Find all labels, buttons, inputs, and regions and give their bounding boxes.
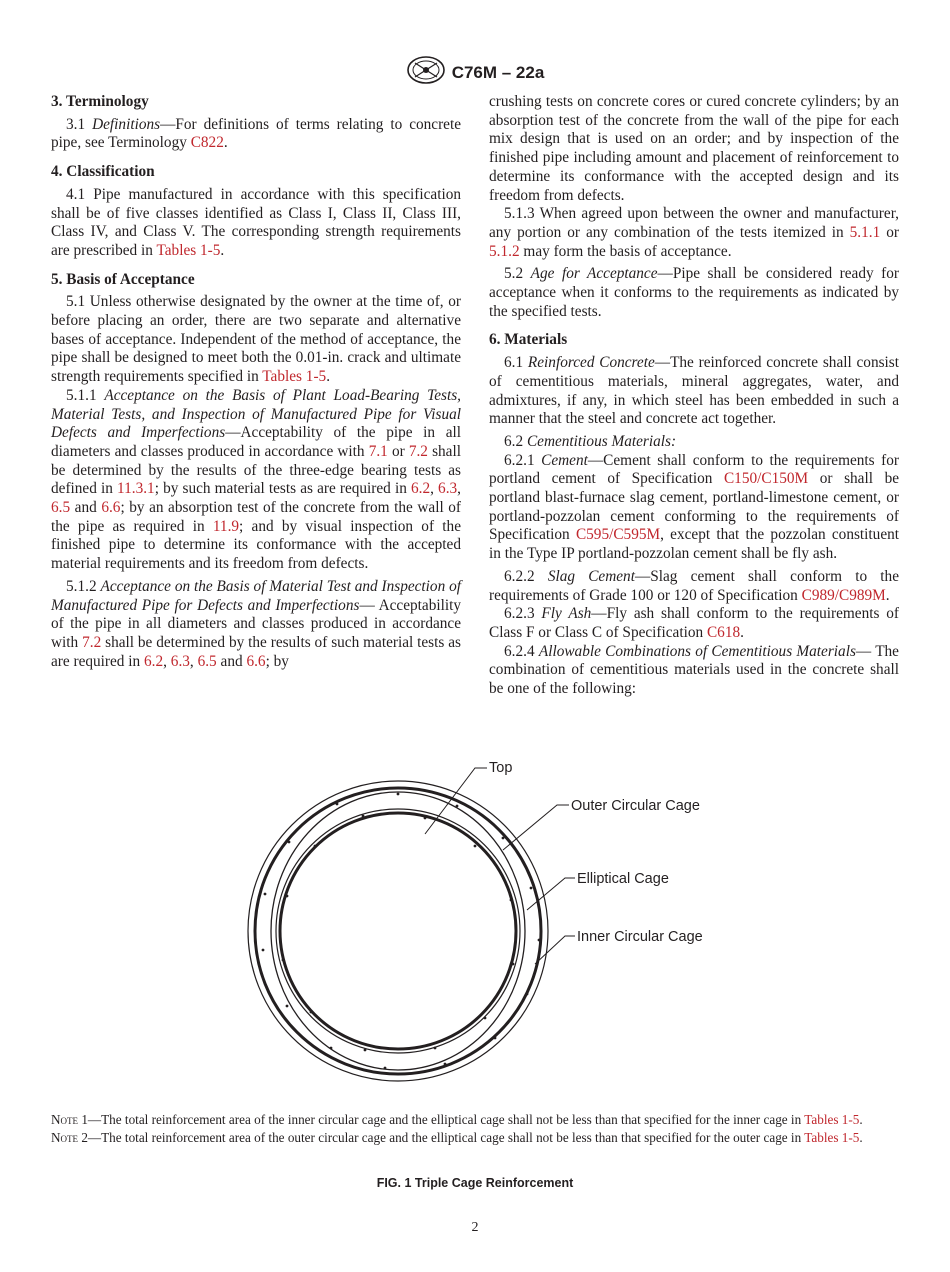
ref-6-2-link[interactable]: 6.2 xyxy=(144,652,164,670)
page-header xyxy=(0,55,950,87)
paragraph-6-2-4: 6.2.4 Allowable Combinations of Cementitious Materials— The combination of cementitious materials used in the concrete shall be one of the following: xyxy=(489,642,899,698)
section-6-title: 6. Materials xyxy=(489,331,568,349)
triple-cage-figure xyxy=(235,750,735,1110)
ref-5-1-1-link[interactable]: 5.1.1 xyxy=(849,223,881,241)
label-outer-circular-cage: Outer Circular Cage xyxy=(571,798,700,814)
paragraph-3-1: 3.1 Definitions—For definitions of terms relating to concrete pipe, see Terminology C822. xyxy=(51,115,461,152)
ref-7-2-link[interactable]: 7.2 xyxy=(408,442,428,460)
paragraph-5-1-2-continued: crushing tests on concrete cores or cured concrete cylinders; by an absorption test of the concrete from the wall of the pipe for each mix design that is used on an order; and by inspection of the finished pipe including amount and placement of reinforcement to determine its conformance with the accepted design and its freedom from defects. xyxy=(489,93,899,204)
ref-tables-link[interactable]: Tables 1-5 xyxy=(156,241,221,259)
ref-tables-link[interactable]: Tables 1-5 xyxy=(804,1112,860,1127)
ref-6-6-link[interactable]: 6.6 xyxy=(101,499,121,517)
ref-11-9-link[interactable]: 11.9 xyxy=(212,517,240,535)
ref-c618-link[interactable]: C618 xyxy=(706,623,741,641)
inner-circular-cage xyxy=(280,813,516,1049)
cage-bar-dots xyxy=(262,793,541,1070)
ref-11-3-1-link[interactable]: 11.3.1 xyxy=(117,480,155,498)
ref-5-1-2-link[interactable]: 5.1.2 xyxy=(489,242,520,260)
label-elliptical-cage: Elliptical Cage xyxy=(577,871,669,887)
label-inner-circular-cage: Inner Circular Cage xyxy=(577,929,703,945)
figure-caption: FIG. 1 Triple Cage Reinforcement xyxy=(376,1176,574,1190)
ref-tables-link[interactable]: Tables 1-5 xyxy=(262,368,327,386)
label-top: Top xyxy=(489,760,513,776)
leader-outer xyxy=(503,805,569,850)
ref-7-2-link[interactable]: 7.2 xyxy=(82,633,102,651)
ref-tables-link[interactable]: Tables 1-5 xyxy=(804,1130,860,1146)
paragraph-6-1: 6.1 Reinforced Concrete—The reinforced concrete shall consist of cementitious materials, mineral aggregates, water, and admixtures, if any, in which steel has been embedded in such a manner that the steel and concrete act together. xyxy=(489,354,900,428)
ref-6-3-link[interactable]: 6.3 xyxy=(170,652,190,670)
ref-7-1-link[interactable]: 7.1 xyxy=(368,442,388,460)
section-3-title: 3. Terminology xyxy=(51,93,149,110)
paragraph-5-1-3: 5.1.3 When agreed upon between the owner and manufacturer, any portion or any combination of the tests itemized in 5.1.1 or 5.1.2 may form the basis of acceptance. xyxy=(489,205,899,260)
document-designation: C76M – 22a xyxy=(451,62,545,82)
ref-6-6-link[interactable]: 6.6 xyxy=(246,652,266,670)
ref-6-5-link[interactable]: 6.5 xyxy=(197,652,217,670)
ref-c595-link[interactable]: C595/C595M xyxy=(575,526,661,544)
ref-c989-link[interactable]: C989/C989M xyxy=(801,586,886,604)
figure-notes xyxy=(51,1112,899,1148)
ref-c822-link[interactable]: C822 xyxy=(190,134,224,152)
triple-cage-diagram xyxy=(235,750,735,1110)
paragraph-6-2-1: 6.2.1 Cement—Cement shall conform to the requirements for portland cement of Specification C150/C150M or shall be portland blast-furnace slag cement, portland-limestone cement, or portland-pozzolan cement conforming to the requirements of Specification C595/C595M, except that the pozzolan constituent in the Type IP portland-pozzolan cement shall be fly ash. xyxy=(489,451,900,563)
section-4-title: 4. Classification xyxy=(51,163,155,181)
ref-6-5-link[interactable]: 6.5 xyxy=(51,499,71,517)
right-column xyxy=(489,93,899,699)
pipe-outer-wall xyxy=(248,781,548,1081)
paragraph-5-1: 5.1 Unless otherwise designated by the owner at the time of, or before placing an order, there are two separate and alternative bases of acceptance. Independent of the method of acceptance, the pipe shall be designed to meet both the 0.01-in. crack and ultimate strength requirements specified in Tables 1-5. xyxy=(51,293,461,386)
ref-6-3-link[interactable]: 6.3 xyxy=(438,480,458,498)
elliptical-cage xyxy=(271,792,525,1070)
ref-6-2-link[interactable]: 6.2 xyxy=(410,480,431,498)
paragraph-6-2-3: 6.2.3 Fly Ash—Fly ash shall conform to the requirements of Class F or Class C of Specification C618. xyxy=(489,605,899,641)
note-2: Note 2—The total reinforcement area of the outer circular cage and the elliptical cage shall not be less than that specified for the outer cage in Tables 1-5. xyxy=(51,1130,863,1146)
pipe-inner-wall xyxy=(276,809,520,1053)
section-5-title: 5. Basis of Acceptance xyxy=(51,270,195,288)
paragraph-5-1-2: 5.1.2 Acceptance on the Basis of Material Test and Inspection of Manufactured Pipe for Defects and Imperfections— Acceptability of the pipe in all diameters and classes produced in accordance with 7.2 shall be determined by the results of such material tests as are required in 6.2, 6.3, 6.5 and 6.6; by xyxy=(51,577,461,670)
paragraph-4-1: 4.1 Pipe manufactured in accordance with this specification shall be of five classes identified as Class I, Class II, Class III, Class IV, and Class V. The corresponding strength requirements are prescribed in Tables 1-5. xyxy=(51,185,461,259)
paragraph-5-2: 5.2 Age for Acceptance—Pipe shall be considered ready for acceptance when it conforms to the requirements as indicated by the specified tests. xyxy=(489,265,899,320)
outer-circular-cage xyxy=(255,788,541,1074)
paragraph-6-2-2: 6.2.2 Slag Cement—Slag cement shall conform to the requirements of Grade 100 or 120 of Specification C989/C989M. xyxy=(489,567,899,604)
ref-c150-link[interactable]: C150/C150M xyxy=(723,470,809,488)
paragraph-6-2: 6.2 Cementitious Materials: xyxy=(504,432,677,450)
astm-logo-icon xyxy=(406,55,446,90)
page-number: 2 xyxy=(471,1220,479,1235)
paragraph-5-1-1: 5.1.1 Acceptance on the Basis of Plant Load-Bearing Tests, Material Tests, and Inspection of Manufactured Pipe for Visual Defects and Imperfections—Acceptability of the pipe in all diameters and classes produced in accordance with 7.1 or 7.2 shall be determined by the results of the three-edge bearing tests as defined in 11.3.1; by such material tests as are required in 6.2, 6.3, 6.5 and 6.6; by an absorption test of the concrete from the wall of the pipe as required in 11.9; and by visual inspection of the finished pipe to determine its conformance with the accepted material requirements and its freedom from defects. xyxy=(51,386,461,573)
note-1: Note 1—The total reinforcement area of the inner circular cage and the elliptical cage shall not be less than that specified for the inner cage in Tables 1-5. xyxy=(51,1112,863,1127)
left-column xyxy=(51,93,461,671)
